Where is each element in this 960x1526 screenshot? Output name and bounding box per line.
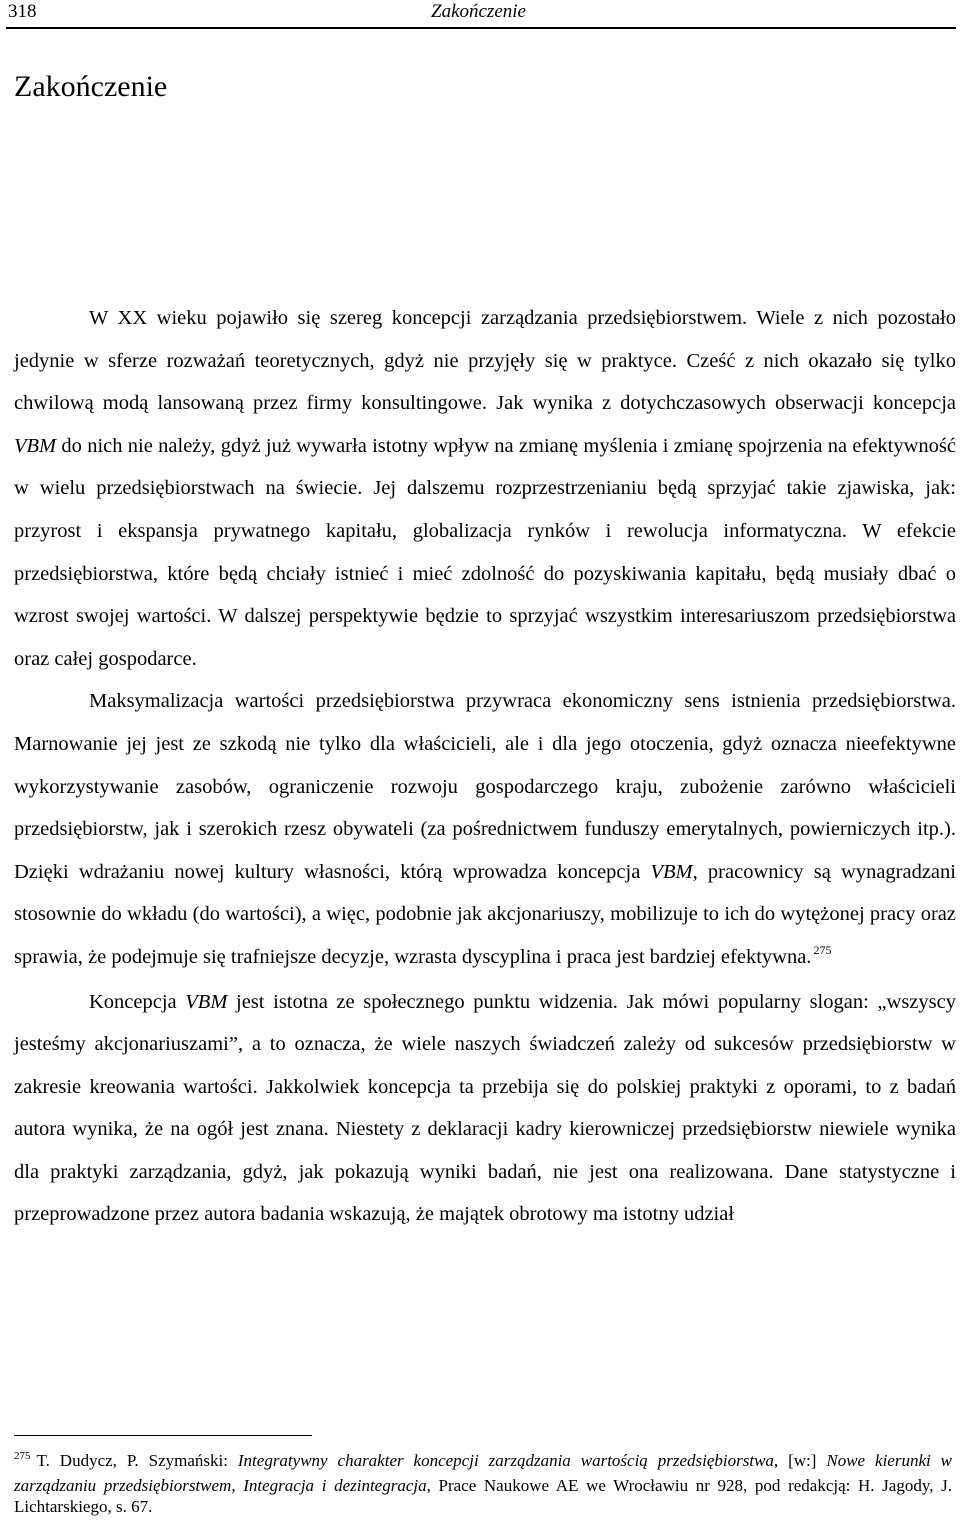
- paragraph-3: [14, 981, 956, 1237]
- running-header: [0, 0, 960, 27]
- paragraph-2-text-b: , pracownicy są wynagradzani stosownie do wkładu (do wartości), a więc, podobnie jak akcjonariuszy, mobilizuje to ich do wytężonej pracy oraz sprawia, że podejmuje się trafniejsze decyzje, wzrasta dyscyplina i praca jest bardziej efektywna.: [14, 860, 956, 968]
- header-rule: [6, 27, 956, 29]
- paragraph-1-text-b: do nich nie należy, gdyż już wywarła istotny wpływ na zmianę myślenia i zmianę spojrzenia na efektywność w wielu przedsiębiorstwach na świecie. Jej dalszemu rozprzestrzenianiu będą sprzyjać takie zjawiska, jak: przyrost i ekspansja prywatnego kapitału, globalizacja rynków i rewolucja informatyczna. W efekcie przedsiębiorstwa, które będą chciały istnieć i mieć zdolność do pozyskiwania kapitału, będą musiały dbać o wzrost swojej wartości. W dalszej perspektywie będzie to sprzyjać wszystkim interesariuszom przedsiębiorstwa oraz całej gospodarce.: [14, 434, 956, 670]
- footnote-title: Integratywny charakter koncepcji zarządzania wartością przedsiębiorstwa,: [237, 1451, 779, 1470]
- footnote-source: Nowe kierunki w zarządzaniu przedsiębiorstwem, Integracja i dezintegracja: [14, 1451, 953, 1495]
- paragraph-2: [14, 680, 956, 980]
- footnote-rest: , Prace Naukowe AE we Wrocławiu nr 928, pod redakcją: H. Jagody, J. Lichtarskiego, s. 67.: [14, 1475, 953, 1516]
- footnote-authors: T. Dudycz, P. Szymański:: [36, 1451, 238, 1470]
- body-text: [14, 297, 956, 1236]
- page-number: 318: [8, 1, 37, 22]
- vbm-term: VBM: [14, 434, 57, 457]
- running-title: Zakończenie: [431, 1, 526, 22]
- paragraph-1-text-a: W XX wieku pojawiło się szereg koncepcji zarządzania przedsiębiorstwem. Wiele z nich pozostało jedynie w sferze rozważań teoretycznych, gdyż nie przyjęły się w praktyce. Cześć z nich okazało się tylko chwilową modą lansowaną przez firmy konsultingowe. Jak wynika z dotychczasowych obserwacji koncepcja: [14, 307, 956, 415]
- footnote-reference[interactable]: 275: [813, 942, 832, 957]
- paragraph-3-text-a: Koncepcja: [89, 990, 186, 1013]
- footnote-separator: [14, 1435, 312, 1436]
- footnote-in: [w:]: [778, 1451, 827, 1470]
- chapter-title: Zakończenie: [14, 70, 168, 103]
- paragraph-3-text-b: jest istotna ze społecznego punktu widzenia. Jak mówi popularny slogan: „wszyscy jesteśmy akcjonariuszami”, a to oznacza, że wiele naszych świadczeń zależy od sukcesów przedsiębiorstw w zakresie kreowania wartości. Jakkolwiek koncepcja ta przebija się do polskiej praktyki z oporami, to z badań autora wynika, że na ogół jest znana. Niestety z deklaracji kadry kierowniczej przedsiębiorstw niewiele wynika dla praktyki zarządzania, gdyż, jak pokazują wyniki badań, nie jest ona realizowana. Dane statystyczne i przeprowadzone przez autora badania wskazują, że majątek obrotowy ma istotny udział: [14, 990, 956, 1226]
- paragraph-2-text-a: Maksymalizacja wartości przedsiębiorstwa przywraca ekonomiczny sens istnienia przedsiębiorstwa. Marnowanie jej jest ze szkodą nie tylko dla właścicieli, ale i dla jego otoczenia, gdyż oznacza nieefektywne wykorzystywanie zasobów, ograniczenie rozwoju gospodarczego kraju, zubożenie zarówno właścicieli przedsiębiorstw, jak i szerokich rzesz obywateli (za pośrednictwem funduszy emerytalnych, powierniczych itp.). Dzięki wdrażaniu nowej kultury własności, którą wprowadza koncepcja: [14, 690, 956, 883]
- footnote-number: 275: [14, 1450, 31, 1462]
- footnote: [14, 1450, 952, 1518]
- vbm-term: VBM: [650, 860, 693, 883]
- vbm-term: VBM: [185, 990, 228, 1013]
- paragraph-1: [14, 297, 956, 680]
